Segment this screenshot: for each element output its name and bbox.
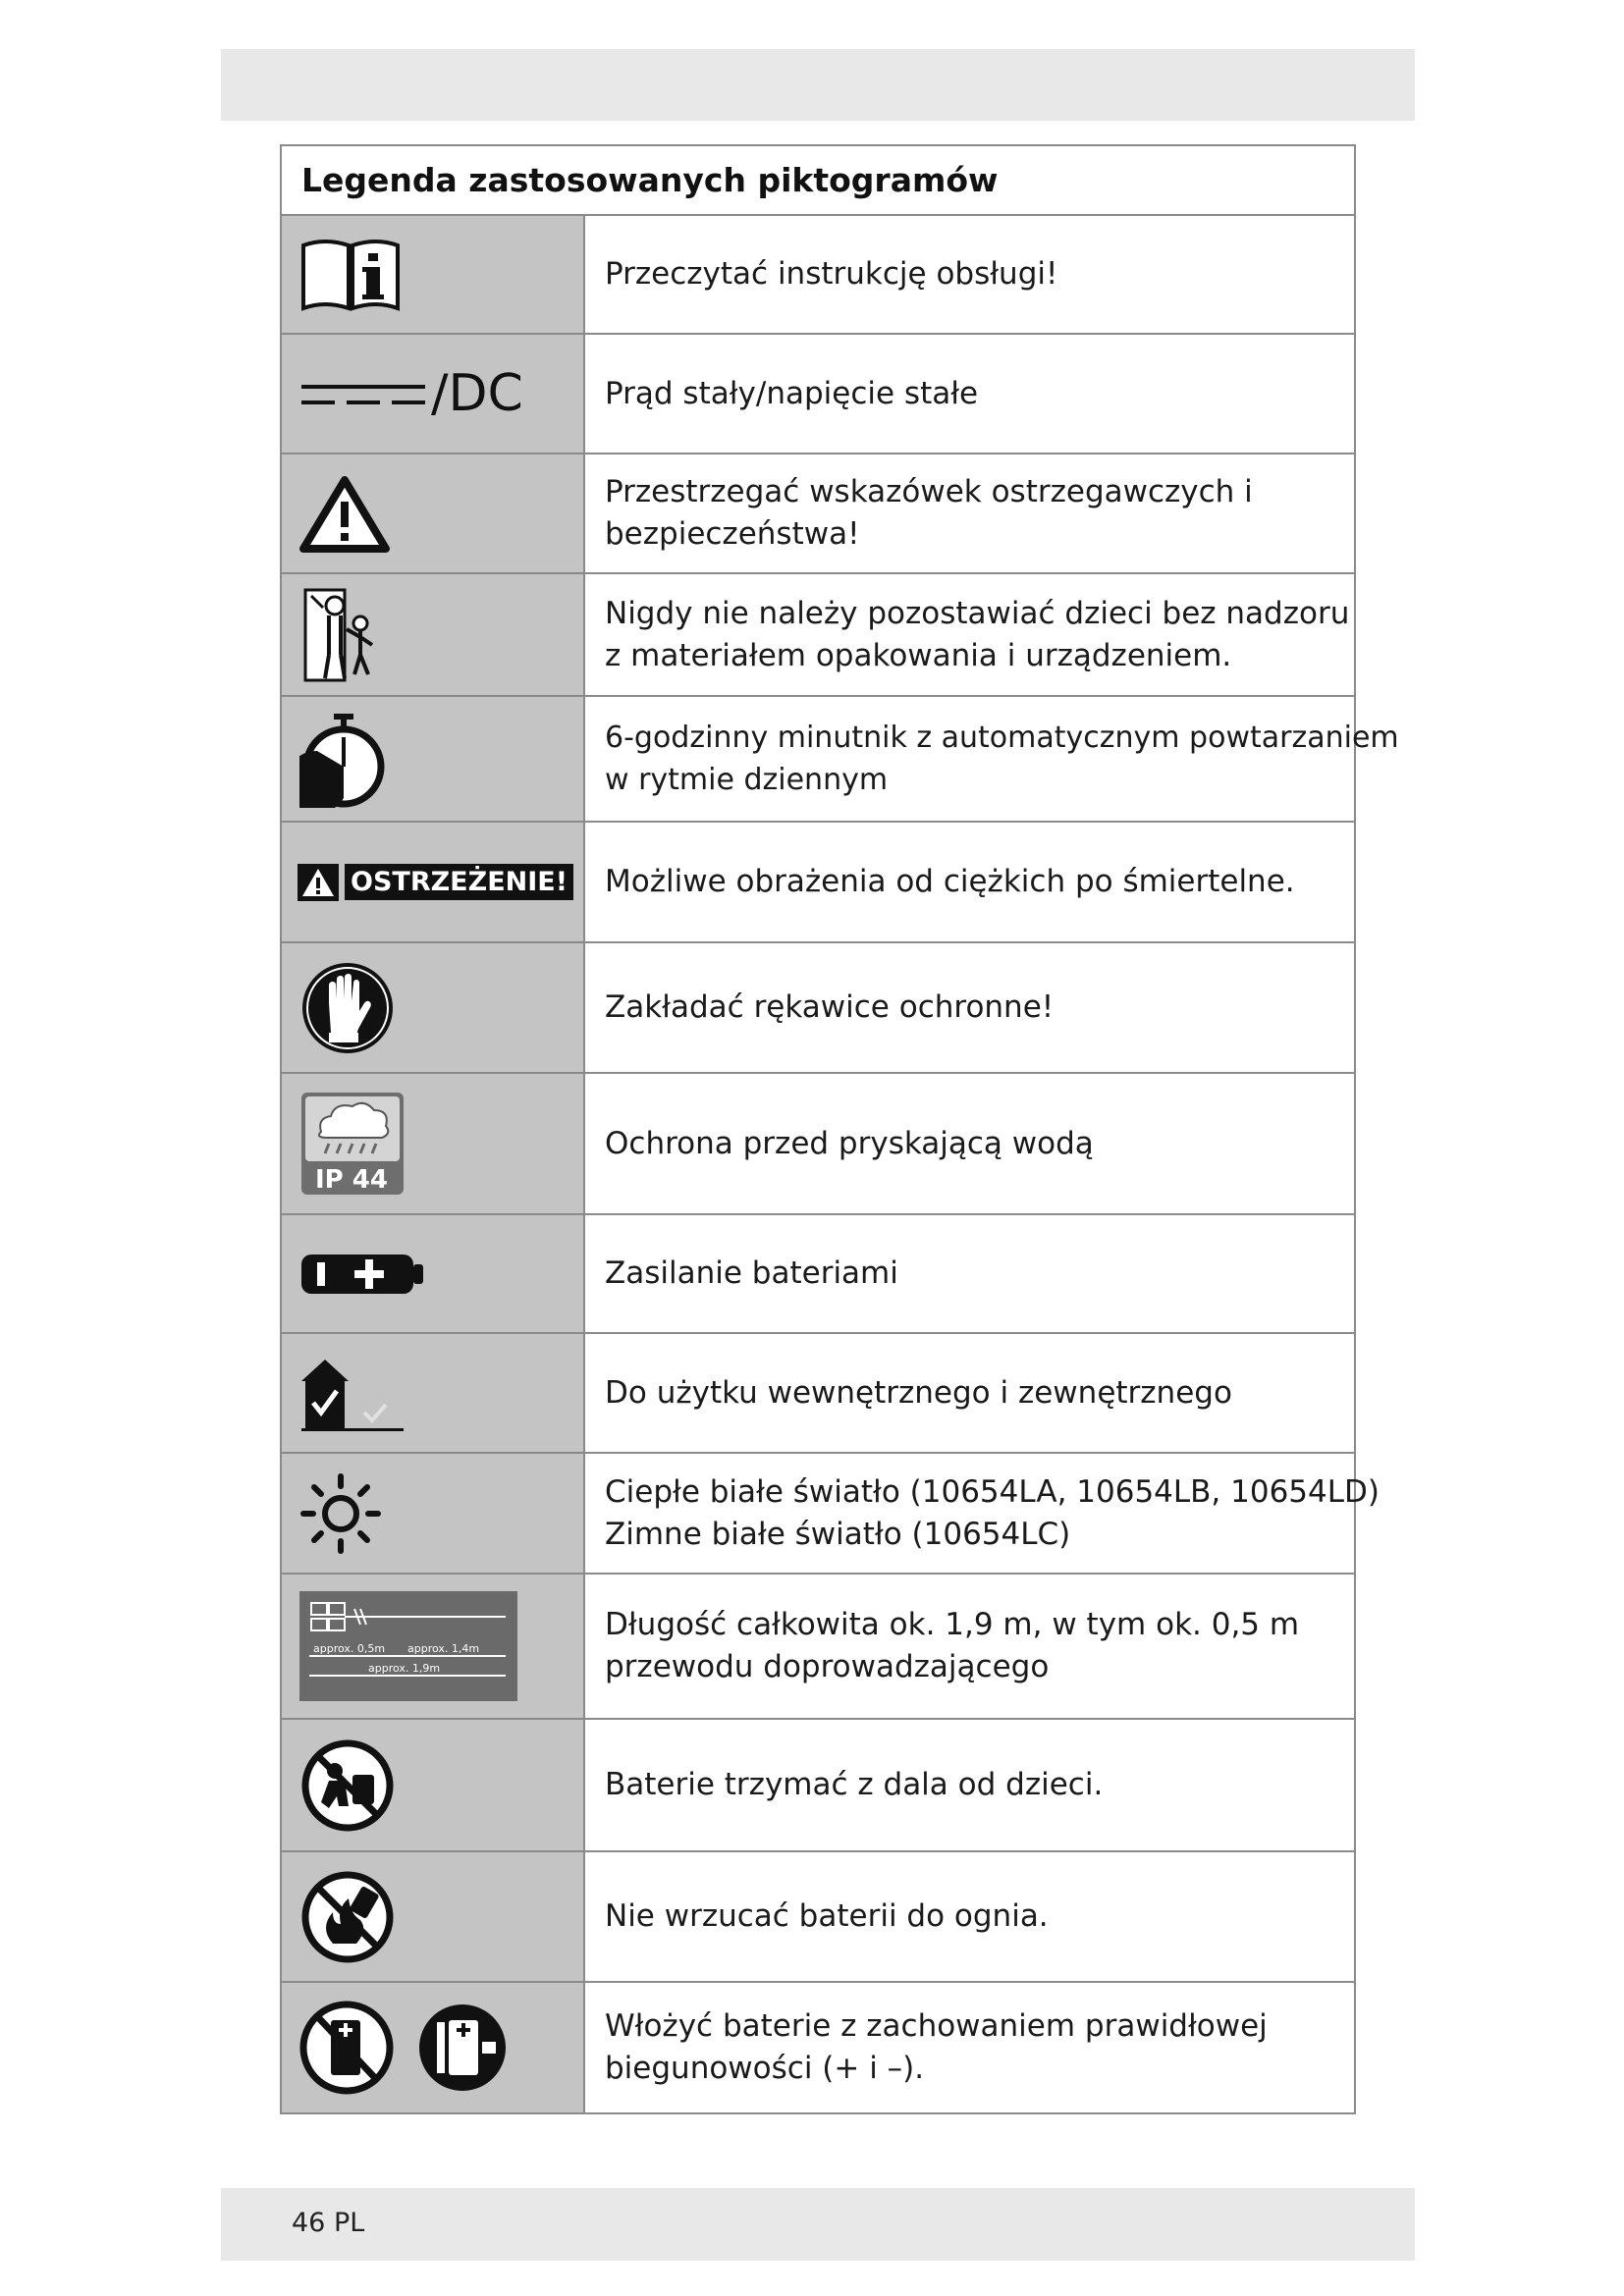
cable-length-label: approx. 1,9m: [368, 1662, 441, 1675]
legend-row: [282, 1215, 1354, 1334]
description-line: Ciepłe białe światło (10654LA, 10654LB, 10654LD): [605, 1473, 1380, 1510]
icon-cell: [282, 1334, 585, 1452]
legend-row: [282, 823, 1354, 943]
description-line: Nie wrzucać baterii do ognia.: [605, 1898, 1049, 1934]
indoor-outdoor-icon: [299, 1354, 407, 1432]
icon-cell: [282, 1454, 585, 1573]
timer-icon: [299, 710, 388, 808]
description-line: Zimne białe światło (10654LC): [605, 1516, 1071, 1552]
warning-triangle-icon: [299, 474, 390, 553]
legend-row: [282, 1074, 1354, 1215]
description-line: Zakładać rękawice ochronne!: [605, 989, 1055, 1025]
read-manual-icon: [299, 236, 402, 314]
protective-gloves-icon: [299, 960, 396, 1056]
description: [585, 1983, 1354, 2112]
cable-length-label: approx. 1,4m: [407, 1642, 480, 1655]
description: [585, 216, 1354, 333]
legend-row: [282, 1983, 1354, 2112]
description-line: w rytmie dziennym: [605, 763, 889, 797]
description: [585, 1575, 1354, 1718]
legend-title: Legenda zastosowanych piktogramów: [282, 146, 1354, 216]
cable-length-label: approx. 0,5m: [313, 1642, 386, 1655]
legend-row: [282, 335, 1354, 454]
description-line: Możliwe obrażenia od ciężkich po śmiertelne.: [605, 864, 1295, 899]
description-line: Ochrona przed pryskającą wodą: [605, 1125, 1094, 1161]
page-number: 46 PL: [292, 2208, 365, 2238]
description: [585, 697, 1411, 821]
keep-from-children-icon: [299, 1737, 396, 1834]
light-sun-icon: [299, 1472, 382, 1555]
description-line: biegunowości (+ i –).: [605, 2051, 925, 2086]
warning-small-icon: [298, 864, 339, 901]
header-band: [221, 49, 1415, 121]
icon-cell: [282, 697, 585, 821]
icon-cell: [282, 1983, 585, 2112]
legend-row: [282, 454, 1354, 574]
description-line: Włożyć baterie z zachowaniem prawidłowej: [605, 2008, 1268, 2044]
description: [585, 574, 1361, 695]
legend-row: [282, 697, 1399, 823]
dc-label: /DC: [431, 364, 523, 423]
icon-cell: [282, 943, 585, 1072]
description-line: z materiałem opakowania i urządzeniem.: [605, 637, 1232, 673]
icon-cell: [282, 1074, 585, 1213]
description: [585, 823, 1354, 941]
direct-current-icon: [299, 369, 427, 418]
description: [585, 1852, 1354, 1981]
description-line: Prąd stały/napięcie stałe: [605, 375, 979, 411]
warning-label-icon: [298, 864, 573, 901]
icon-cell: [282, 823, 585, 941]
description-line: Długość całkowita ok. 1,9 m, w tym ok. 0,5 m: [605, 1607, 1300, 1642]
icon-cell: [282, 1215, 585, 1332]
cable-length-icon: [299, 1591, 517, 1701]
legend-row: [282, 943, 1354, 1074]
description: [585, 335, 1354, 453]
child-supervision-icon: [299, 586, 378, 684]
description-line: Nigdy nie należy pozostawiać dzieci bez nadzoru: [605, 595, 1350, 631]
description-line: 6-godzinny minutnik z automatycznym powtarzaniem: [605, 721, 1399, 755]
icon-cell: [282, 1720, 585, 1850]
pictogram-legend-table: [280, 144, 1399, 2114]
legend-row: [282, 1852, 1354, 1983]
icon-cell: [282, 216, 585, 333]
legend-row: [282, 1334, 1354, 1454]
description: [585, 943, 1354, 1072]
description: [585, 1215, 1354, 1332]
legend-row: [282, 1575, 1354, 1720]
description-line: przewodu doprowadzającego: [605, 1649, 1050, 1684]
legend-row: [282, 216, 1354, 335]
legend-row: [282, 1454, 1380, 1575]
icon-cell: [282, 1852, 585, 1981]
icon-cell: [282, 574, 585, 695]
legend-row: [282, 574, 1354, 697]
description-line: Zasilanie bateriami: [605, 1255, 898, 1291]
icon-cell: [282, 335, 585, 453]
description-line: Przestrzegać wskazówek ostrzegawczych i: [605, 474, 1253, 509]
description-line: Baterie trzymać z dala od dzieci.: [605, 1767, 1104, 1802]
description: [585, 1074, 1354, 1213]
description: [585, 1720, 1354, 1850]
description: [585, 454, 1354, 572]
icon-cell: [282, 1575, 585, 1718]
warning-label-text: OSTRZEŻENIE!: [345, 864, 573, 900]
ip44-splash-icon: [299, 1091, 406, 1197]
battery-polarity-icon: [299, 1999, 515, 2097]
ip44-label: IP 44: [315, 1165, 388, 1195]
description: [585, 1334, 1354, 1452]
legend-row: [282, 1720, 1354, 1852]
battery-icon: [299, 1251, 425, 1298]
icon-cell: [282, 454, 585, 572]
description-line: Do użytku wewnętrznego i zewnętrznego: [605, 1374, 1232, 1411]
description-line: bezpieczeństwa!: [605, 516, 860, 552]
description-line: Przeczytać instrukcję obsługi!: [605, 256, 1058, 292]
description: [585, 1454, 1391, 1573]
no-fire-icon: [299, 1869, 396, 1965]
footer-band: [221, 2188, 1415, 2261]
